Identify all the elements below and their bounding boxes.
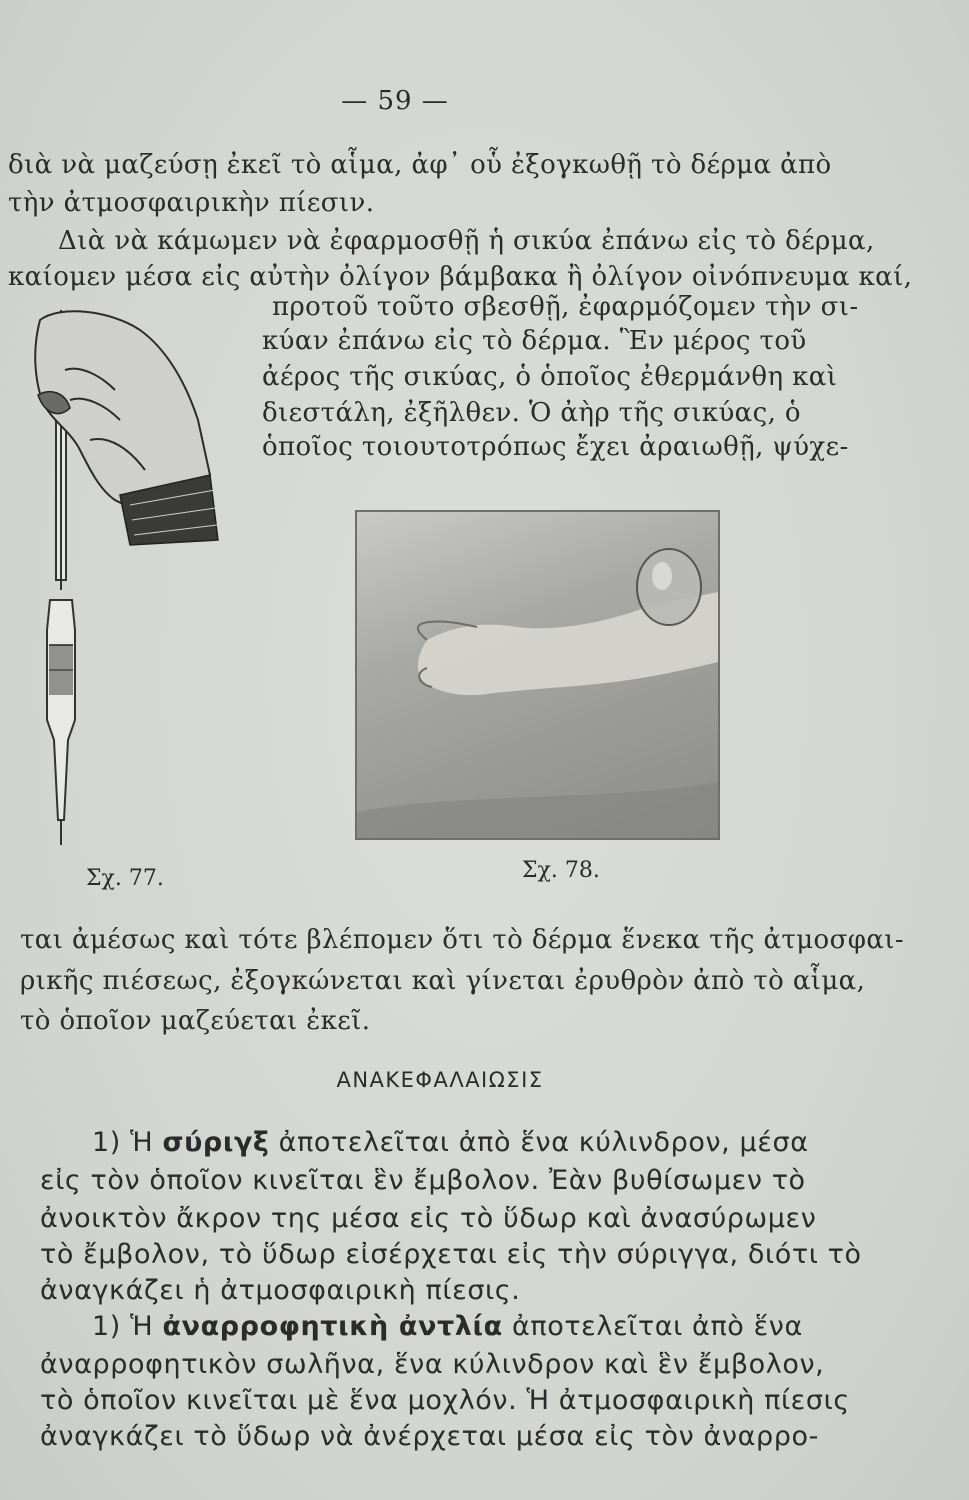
text-line: διὰ νὰ μαζεύσῃ ἐκεῖ τὸ αἷμα, ἀφ᾽ οὗ ἐξογκωθῇ τὸ δέρμα ἀπὸ	[8, 150, 832, 180]
summary-line: ἀναρροφητικὸν σωλῆνα, ἕνα κύλινδρον καὶ ἓν ἔμβολον,	[40, 1349, 825, 1380]
text-line: ὁποῖος τοιουτοτρόπως ἔχει ἀραιωθῇ, ψύχε-	[262, 432, 849, 462]
text-line: διεστάλη, ἐξῆλθεν. Ὁ ἀὴρ τῆς σικύας, ὁ	[262, 398, 801, 428]
syringe-illustration	[20, 300, 220, 860]
text-line: κύαν ἐπάνω εἰς τὸ δέρμα. Ἓν μέρος τοῦ	[262, 326, 807, 356]
text-line: ρικῆς πιέσεως, ἐξογκώνεται καὶ γίνεται ἐρυθρὸν ἀπὸ τὸ αἷμα,	[20, 966, 866, 996]
summary-heading: ΑΝΑΚΕΦΑΛΑΙΩΣΙΣ	[336, 1068, 544, 1092]
arm-with-cup-image	[357, 512, 718, 838]
item-2-term: ἀναρροφητικὴ ἀντλία	[162, 1311, 503, 1342]
text-line: τὴν ἀτμοσφαιρικὴν πίεσιν.	[8, 188, 375, 218]
page-number: — 59 —	[341, 86, 449, 116]
summary-line: ἀνοικτὸν ἄκρον της μέσα εἰς τὸ ὕδωρ καὶ ἀνασύρωμεν	[40, 1203, 817, 1234]
text-line: προτοῦ τοῦτο σβεσθῇ, ἐφαρμόζομεν τὴν σι-	[272, 292, 859, 322]
cupping-arm-photo	[355, 510, 720, 840]
summary-line: τὸ ὁποῖον κινεῖται μὲ ἕνα μοχλόν. Ἡ ἀτμοσφαιρικὴ πίεσις	[40, 1385, 850, 1416]
figure-78-caption: Σχ. 78.	[522, 858, 600, 883]
summary-item-2-first-line	[92, 1312, 803, 1342]
item-1-prefix: 1) Ἡ	[92, 1127, 163, 1158]
summary-item-1-first-line	[92, 1128, 809, 1158]
summary-line: ἀναγκάζει ἡ ἀτμοσφαιρικὴ πίεσις.	[40, 1275, 521, 1306]
item-1-term: σύριγξ	[162, 1127, 270, 1158]
text-line: τὸ ὁποῖον μαζεύεται ἐκεῖ.	[20, 1006, 371, 1036]
summary-line: ἀναγκάζει τὸ ὕδωρ νὰ ἀνέρχεται μέσα εἰς τὸν ἀναρρο-	[40, 1421, 819, 1452]
text-line: ται ἀμέσως καὶ τότε βλέπομεν ὅτι τὸ δέρμα ἕνεκα τῆς ἀτμοσφαι-	[20, 925, 905, 955]
item-2-prefix: 1) Ἡ	[92, 1311, 163, 1342]
text-line: ἀέρος τῆς σικύας, ὁ ὁποῖος ἐθερμάνθη καὶ	[262, 362, 838, 392]
item-1-rest: ἀποτελεῖται ἀπὸ ἕνα κύλινδρον, μέσα	[269, 1127, 809, 1158]
summary-line: εἰς τὸν ὁποῖον κινεῖται ἓν ἔμβολον. Ἐὰν βυθίσωμεν τὸ	[40, 1165, 806, 1196]
text-line: καίομεν μέσα εἰς αὐτὴν ὀλίγον βάμβακα ἢ ὀλίγον οἰνόπνευμα καί,	[8, 262, 913, 292]
summary-line: τὸ ἔμβολον, τὸ ὕδωρ εἰσέρχεται εἰς τὴν σύριγγα, διότι τὸ	[40, 1239, 862, 1270]
figure-77-caption: Σχ. 77.	[86, 866, 164, 891]
text-line: Διὰ νὰ κάμωμεν νὰ ἐφαρμοσθῇ ἡ σικύα ἐπάνω εἰς τὸ δέρμα,	[58, 226, 875, 256]
item-2-rest: ἀποτελεῖται ἀπὸ ἕνα	[502, 1311, 803, 1342]
